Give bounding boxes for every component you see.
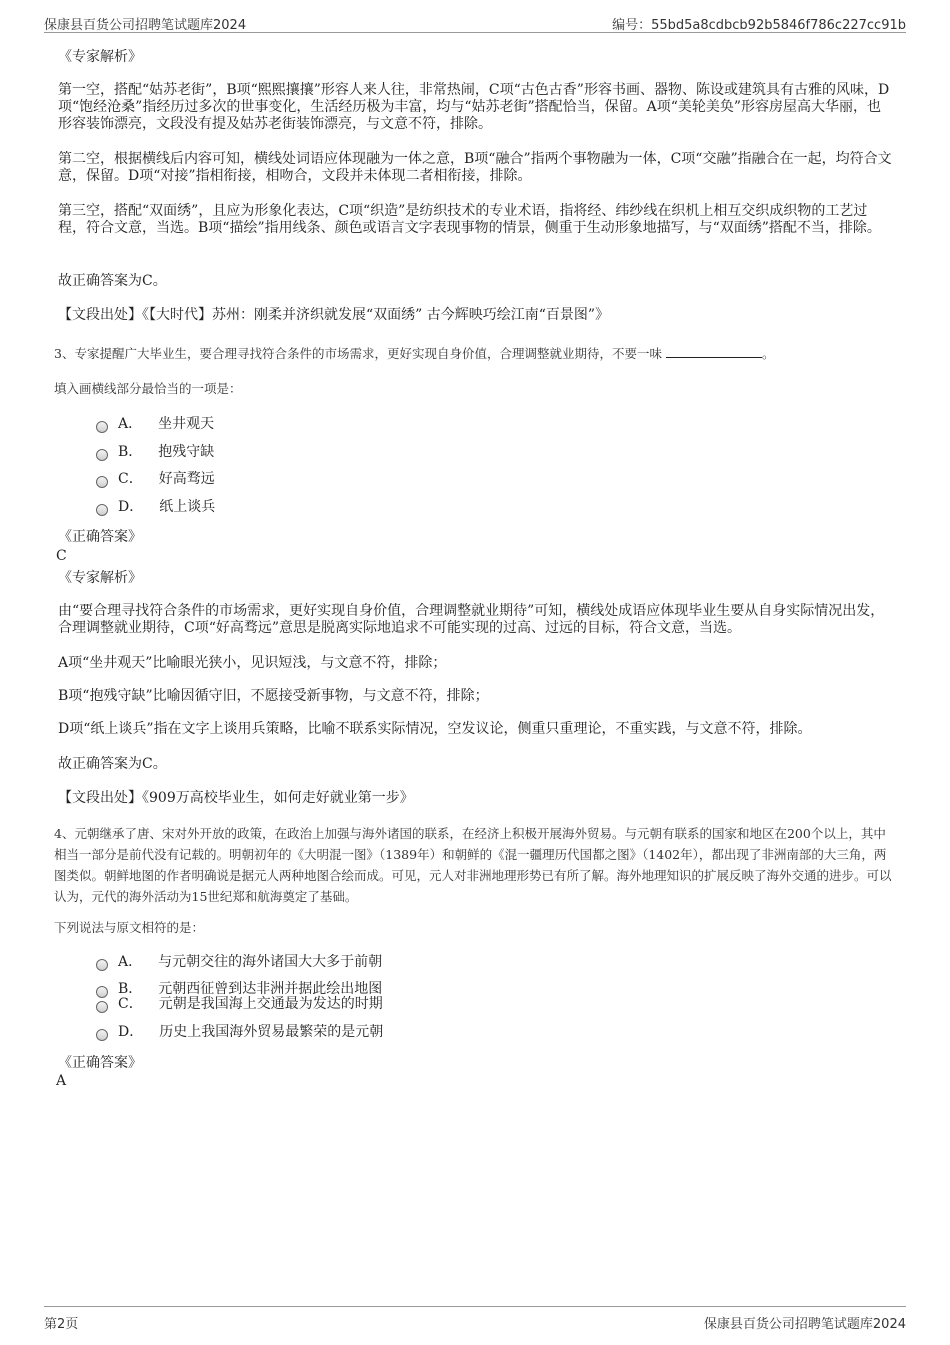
option-text: 与元朝交往的海外诸国大大多于前朝	[158, 954, 383, 970]
q3-prompt: 填入画横线部分最恰当的一项是：	[54, 381, 242, 396]
option-key: A．	[118, 954, 143, 970]
q3-source: 【文段出处】《909万高校毕业生，如何走好就业第一步》	[58, 790, 414, 806]
q3-analysis-heading: 《专家解析》	[58, 570, 142, 586]
footer-title: 保康县百货公司招聘笔试题库2024	[703, 1317, 906, 1332]
q3-stem-text: 3、专家提醒广大毕业生，要合理寻找符合条件的市场需求，更好实现自身价值，合理调整就业期待，不要一味	[54, 346, 662, 361]
radio-icon[interactable]	[96, 1001, 108, 1013]
q2-analysis-p2: 第二空，根据横线后内容可知，横线处词语应体现融为一体之意，B项“融合”指两个事物融为一体，C项“交融”指融合在一起，均符合文意，保留。D项“对接”指相衔接，相吻合，文段并未体现二者相衔接，排除。	[58, 151, 892, 184]
q3-option-b[interactable]	[96, 444, 214, 461]
radio-icon[interactable]	[96, 421, 108, 433]
option-key: A．	[118, 416, 143, 432]
option-key: B．	[118, 444, 143, 460]
option-key: C．	[118, 471, 143, 487]
option-key: D．	[118, 1024, 144, 1040]
q3-answer-blank	[666, 345, 762, 358]
option-key: D．	[118, 499, 144, 515]
radio-icon[interactable]	[96, 959, 108, 971]
q3-analysis-p1: 由“要合理寻找符合条件的市场需求，更好实现自身价值，合理调整就业期待”可知，横线处成语应体现毕业生要从自身实际情况出发，合理调整就业期待，C项“好高骛远”意思是脱离实际地追求不可能实现的过高、过远的目标，符合文意，当选。	[58, 603, 885, 636]
option-key: B．	[118, 981, 143, 997]
q2-conclusion: 故正确答案为C。	[58, 273, 167, 289]
q4-stem: 4、元朝继承了唐、宋对外开放的政策，在政治上加强与海外诸国的联系，在经济上积极开展海外贸易。与元朝有联系的国家和地区在200个以上，其中相当一部分是前代没有记载的。明朝初年的《大明混一图》（1389年）和朝鲜的《混一疆理历代国都之图》（1402年），都出现了非洲南部的大三角，两图类似。朝鲜地图的作者明确说是据元人两种地图合绘而成。可见，元人对非洲地理形势已有所了解。海外地理知识的扩展反映了海外交通的进步。可以认为，元代的海外活动为15世纪郑和航海奠定了基础。	[54, 826, 892, 904]
q3-answer: C	[56, 548, 67, 564]
q3-analysis-p2: A项“坐井观天”比喻眼光狭小，见识短浅，与文意不符，排除；	[58, 655, 447, 671]
q4-option-a[interactable]	[96, 954, 382, 971]
header-code: 编号：55bd5a8cdbcb92b5846f786c227cc91b	[612, 18, 906, 33]
q4-prompt: 下列说法与原文相符的是：	[54, 920, 205, 935]
option-text: 抱残守缺	[158, 444, 215, 460]
q3-conclusion: 故正确答案为C。	[58, 756, 167, 772]
q4-option-d[interactable]	[96, 1024, 383, 1041]
q2-analysis-heading: 《专家解析》	[58, 49, 142, 65]
option-text: 历史上我国海外贸易最繁荣的是元朝	[159, 1024, 384, 1040]
radio-icon[interactable]	[96, 504, 108, 516]
option-key: C．	[118, 996, 143, 1012]
option-text: 元朝是我国海上交通最为发达的时期	[158, 996, 383, 1012]
q3-answer-heading: 《正确答案》	[58, 529, 142, 545]
q3-analysis-p4: D项“纸上谈兵”指在文字上谈用兵策略，比喻不联系实际情况，空发议论，侧重只重理论，不重实践，与文意不符，排除。	[58, 721, 812, 737]
option-text: 纸上谈兵	[159, 499, 216, 515]
radio-icon[interactable]	[96, 1029, 108, 1041]
option-text: 元朝西征曾到达非洲并据此绘出地图	[158, 981, 383, 997]
radio-icon[interactable]	[96, 476, 108, 488]
q2-source: 【文段出处】《【大时代】苏州：刚柔并济织就发展“双面绣” 古今辉映巧绘江南“百景图”》	[58, 307, 610, 323]
radio-icon[interactable]	[96, 449, 108, 461]
page-header	[44, 10, 906, 33]
q3-stem	[54, 343, 894, 364]
q2-analysis-p1: 第一空，搭配“姑苏老街”，B项“熙熙攘攘”形容人来人往，非常热闹，C项“古色古香”形容书画、器物、陈设或建筑具有古雅的风味，D项“饱经沧桑”指经历过多次的世事变化，生活经历极为丰富，均与“姑苏老街”搭配恰当，保留。A项“美轮美奂”形容房屋高大华丽，也形容装饰漂亮，文段没有提及姑苏老街装饰漂亮，与文意不符，排除。	[58, 82, 890, 132]
q3-analysis-p3: B项“抱残守缺”比喻因循守旧，不愿接受新事物，与文意不符，排除；	[58, 688, 489, 704]
page-footer	[44, 1306, 906, 1331]
q3-option-a[interactable]	[96, 416, 214, 433]
header-title: 保康县百货公司招聘笔试题库2024	[44, 18, 247, 33]
footer-page-number: 第2页	[44, 1317, 79, 1332]
q3-option-d[interactable]	[96, 499, 215, 516]
q3-stem-end: 。	[761, 346, 775, 361]
option-text: 好高骛远	[158, 471, 215, 487]
q4-option-c[interactable]	[96, 996, 383, 1013]
q3-option-c[interactable]	[96, 471, 215, 488]
q4-answer: A	[56, 1073, 67, 1089]
q4-answer-heading: 《正确答案》	[58, 1055, 142, 1071]
q2-analysis-p3: 第三空，搭配“双面绣”，且应为形象化表达，C项“织造”是纺织技术的专业术语，指将经、纬纱线在织机上相互交织成织物的工艺过程，符合文意，当选。B项“描绘”指用线条、颜色或语言文字表现事物的情景，侧重于生动形象地描写，与“双面绣”搭配不当，排除。	[58, 203, 881, 236]
option-text: 坐井观天	[158, 416, 215, 432]
